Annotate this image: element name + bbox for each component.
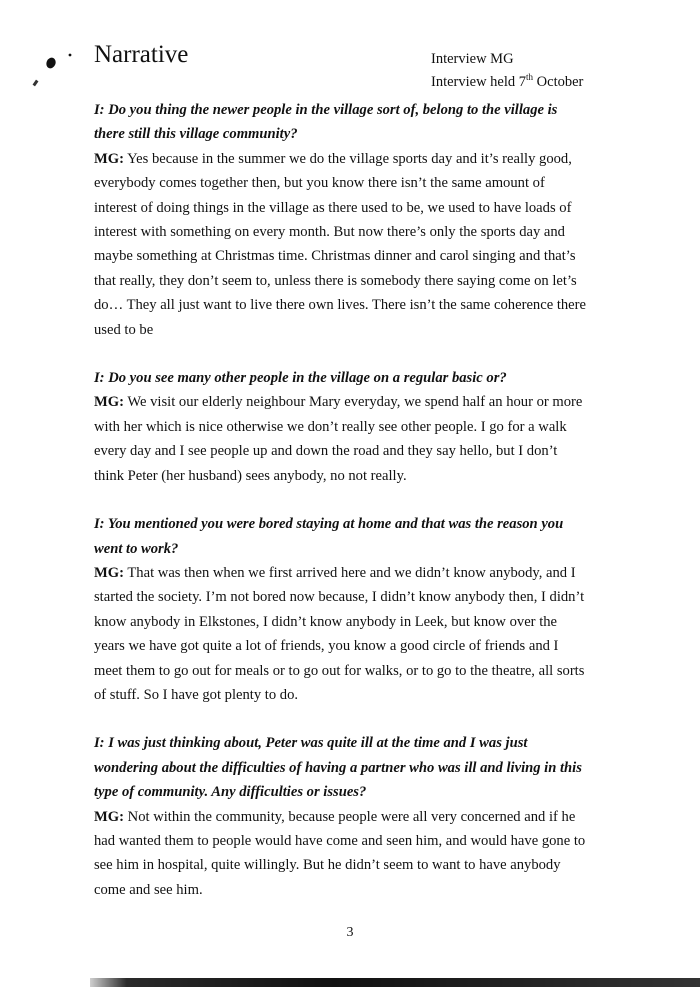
- margin-tick-mark: [33, 80, 39, 87]
- interview-meta: [431, 50, 583, 91]
- speaker-label: MG:: [94, 394, 124, 411]
- question-text: I: You mentioned you were bored staying at home and that was the reason you went to work?: [94, 516, 564, 557]
- scan-edge-shadow: [90, 978, 700, 987]
- transcript: [94, 98, 589, 926]
- page-number: 3: [346, 925, 354, 940]
- qa-block: [94, 366, 589, 488]
- speaker-label: MG:: [94, 150, 124, 167]
- answer-text: We visit our elderly neighbour Mary everyday, we spend half an hour or more with her which is nice otherwise we don’t really see other people. I go for a walk every day and I see people up and down the road and they say hello, but I don’t think Peter (her husband) sees anybody, no not really.: [94, 394, 583, 484]
- margin-bullet-mark: [44, 52, 74, 82]
- speaker-label: MG:: [94, 564, 124, 581]
- interview-date: Interview held 7th October: [431, 72, 584, 90]
- question-text: I: Do you see many other people in the village on a regular basic or?: [94, 370, 507, 387]
- qa-block: [94, 731, 589, 902]
- qa-block: [94, 512, 589, 707]
- question-text: I: I was just thinking about, Peter was quite ill at the time and I was just wondering about the difficulties of having a partner who was ill and living in this type of community. Any difficulties or issues?: [94, 735, 582, 801]
- answer-paragraph: [94, 390, 589, 488]
- speaker-label: MG:: [94, 808, 124, 825]
- answer-text: Yes because in the summer we do the village sports day and it’s really good, everybody comes together then, but you know there isn’t the same amount of interest of doing things in the village as there used to be, we used to have loads of interest with something on every month. But now there’s only the sports day and maybe something at Christmas time. Christmas dinner and carol singing and that’s that really, they don’t seem to, unless there is somebody there saying come on let’s do… They all just want to live there own lives. There isn’t the same coherence there used to be: [94, 150, 586, 338]
- answer-text: Not within the community, because people were all very concerned and if he had wanted them to people would have come and seen him, and would have gone to see him in hospital, quite willingly. But he didn’t seem to want to have anybody come and see him.: [94, 808, 586, 898]
- answer-paragraph: [94, 805, 589, 903]
- answer-paragraph: [94, 147, 589, 342]
- question-text: I: Do you thing the newer people in the village sort of, belong to the village is there still this village community?: [94, 102, 558, 143]
- qa-block: [94, 98, 589, 342]
- answer-text: That was then when we first arrived here and we didn’t know anybody, and I started the society. I’m not bored now because, I didn’t know anybody then, I didn’t know anybody in Elkstones, I didn’t know anybody in Leek, but know over the years we have got quite a lot of friends, you know a good circle of friends and I meet them to go out for meals or to go out for walks, or to go to the theatre, all sorts of stuff. So I have got plenty to do.: [94, 564, 585, 703]
- page-title: Narrative: [94, 41, 189, 68]
- interview-label: Interview MG: [431, 51, 514, 67]
- answer-paragraph: [94, 561, 589, 707]
